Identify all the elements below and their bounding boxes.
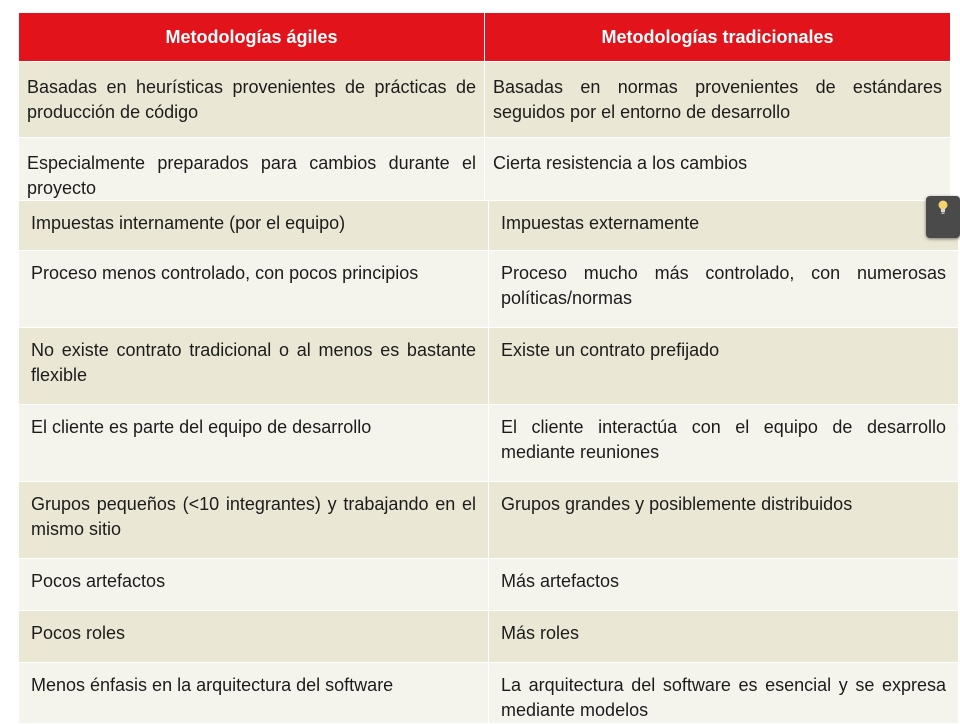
table-row [19,201,959,251]
cell-traditional: La arquitectura del software es esencial y se expresa mediante modelos [489,663,959,724]
table-row [19,611,959,663]
lightbulb-icon [937,199,949,215]
cell-agile: Pocos roles [19,611,489,663]
cell-traditional: Basadas en normas provenientes de estándares seguidos por el entorno de desarrollo [485,62,951,138]
table-row [19,482,959,559]
cell-traditional: Grupos grandes y posiblemente distribuidos [489,482,959,559]
cell-traditional: Cierta resistencia a los cambios [485,138,951,202]
cell-agile: El cliente es parte del equipo de desarrollo [19,405,489,482]
table-row [19,251,959,328]
cell-traditional: Proceso mucho más controlado, con numerosas políticas/normas [489,251,959,328]
table-row [19,405,959,482]
cell-traditional: El cliente interactúa con el equipo de desarrollo mediante reuniones [489,405,959,482]
cell-traditional: Más artefactos [489,559,959,611]
comparison-table-top [18,12,951,202]
cell-agile: Pocos artefactos [19,559,489,611]
table-header-row [19,13,951,62]
header-agile: Metodologías ágiles [19,13,485,62]
table-row [19,62,951,138]
cell-agile: Menos énfasis en la arquitectura del software [19,663,489,724]
table-row [19,559,959,611]
comparison-table-bottom [18,200,959,724]
header-traditional: Metodologías tradicionales [485,13,951,62]
cell-agile: No existe contrato tradicional o al menos es bastante flexible [19,328,489,405]
cell-agile: Grupos pequeños (<10 integrantes) y trabajando en el mismo sitio [19,482,489,559]
cell-agile: Especialmente preparados para cambios durante el proyecto [19,138,485,202]
cell-agile: Proceso menos controlado, con pocos principios [19,251,489,328]
table-row [19,138,951,202]
cell-traditional: Impuestas externamente [489,201,959,251]
cell-traditional: Existe un contrato prefijado [489,328,959,405]
table-row [19,663,959,724]
cell-agile: Basadas en heurísticas provenientes de prácticas de producción de código [19,62,485,138]
table-row [19,328,959,405]
cell-agile: Impuestas internamente (por el equipo) [19,201,489,251]
side-tab-button[interactable] [926,196,960,238]
cell-traditional: Más roles [489,611,959,663]
